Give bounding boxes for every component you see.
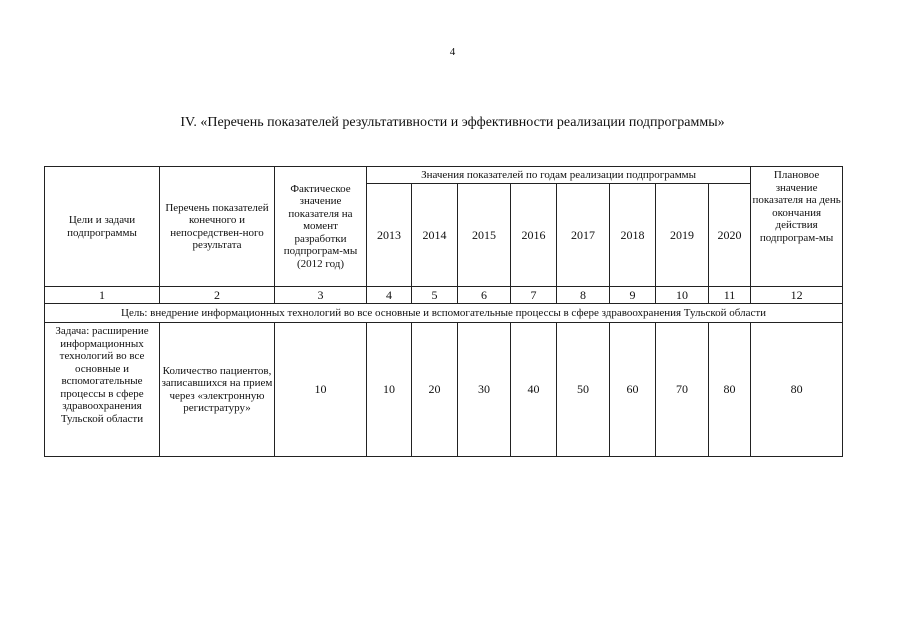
section-title: IV. «Перечень показателей результативности и эффективности реализации подпрограммы» [180, 115, 725, 130]
year-value-cell: 50 [557, 323, 610, 457]
year-value-cell: 30 [458, 323, 511, 457]
goal-row [45, 304, 843, 323]
planned-value-cell: 80 [751, 323, 843, 457]
actual-value-cell: 10 [275, 323, 367, 457]
header-year: 2015 [458, 184, 511, 287]
column-number: 10 [656, 287, 709, 304]
header-year: 2018 [610, 184, 656, 287]
year-value-cell: 20 [412, 323, 458, 457]
header-year: 2019 [656, 184, 709, 287]
column-number: 8 [557, 287, 610, 304]
indicators-table [44, 166, 843, 457]
year-value-cell: 80 [709, 323, 751, 457]
year-value-cell: 60 [610, 323, 656, 457]
header-actual-value: Фактическое значение показателя на момент разработки подпрограм-мы (2012 год) [275, 167, 367, 287]
table-row [45, 323, 843, 457]
header-year: 2020 [709, 184, 751, 287]
column-number: 7 [511, 287, 557, 304]
page-number: 4 [449, 46, 456, 58]
header-goals: Цели и задачи подпрограммы [45, 167, 160, 287]
column-number: 11 [709, 287, 751, 304]
year-value-cell: 70 [656, 323, 709, 457]
goal-text: Цель: внедрение информационных технологий во все основные и вспомогательные процессы в сфере здравоохранения Тульской области [45, 304, 843, 323]
header-year: 2017 [557, 184, 610, 287]
header-planned-value: Плановое значение показателя на день окончания действия подпрограм-мы [751, 167, 843, 287]
column-number: 6 [458, 287, 511, 304]
header-indicators: Перечень показателей конечного и непосредствен-ного результата [160, 167, 275, 287]
indicator-cell: Количество пациентов, записавшихся на прием через «электронную регистратуру» [160, 323, 275, 457]
year-value-cell: 10 [367, 323, 412, 457]
column-number: 1 [45, 287, 160, 304]
column-number: 9 [610, 287, 656, 304]
header-year: 2013 [367, 184, 412, 287]
header-year: 2016 [511, 184, 557, 287]
header-years-group: Значения показателей по годам реализации подпрограммы [367, 167, 751, 184]
column-number: 4 [367, 287, 412, 304]
column-number: 2 [160, 287, 275, 304]
column-number: 12 [751, 287, 843, 304]
column-number: 3 [275, 287, 367, 304]
column-number-row [45, 287, 843, 304]
column-number: 5 [412, 287, 458, 304]
year-value-cell: 40 [511, 323, 557, 457]
header-year: 2014 [412, 184, 458, 287]
header-row-1 [45, 167, 843, 184]
task-cell: Задача: расширение информационных технологий во все основные и вспомогательные процессы в сфере здравоохранения Тульской области [45, 323, 160, 457]
